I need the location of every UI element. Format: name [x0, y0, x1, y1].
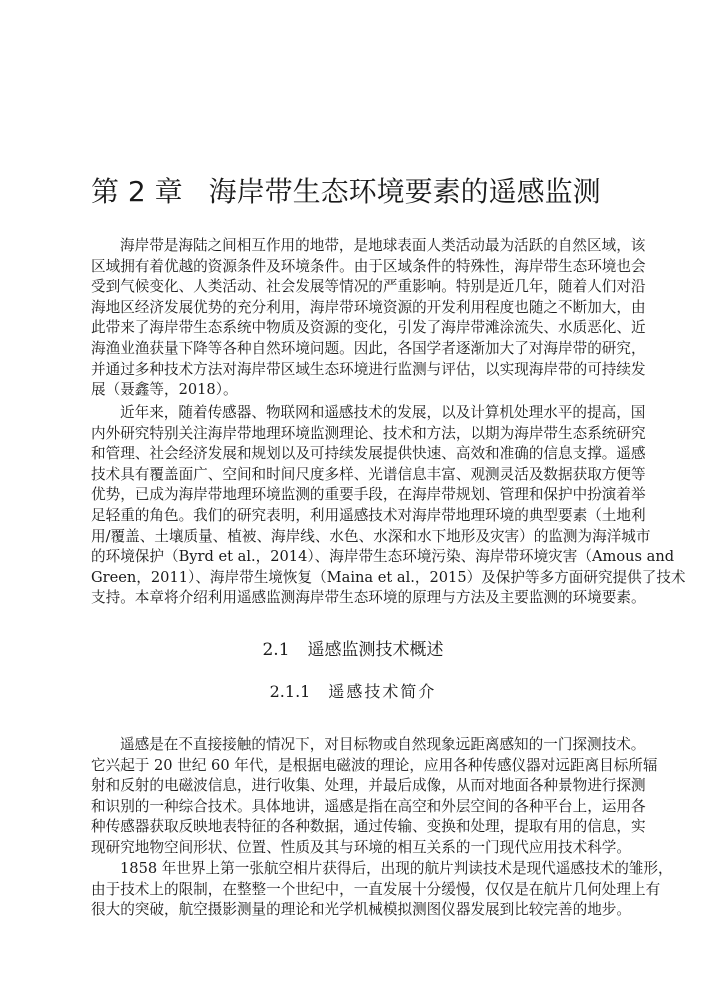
text-line: 足轻重的角色。我们的研究表明，利用遥感技术对海岸带地理环境的典型要素（土地利 [91, 506, 646, 524]
text-line: 它兴起于 20 世纪 60 年代，是根据电磁波的理论，应用各种传感仪器对远距离目标所辐 [91, 756, 658, 774]
text-line: 此带来了海岸带生态系统中物质及资源的变化，引发了海岸带滩涂流失、水质恶化、近 [91, 319, 646, 337]
paragraph-intro [91, 236, 646, 401]
text-line: 区域拥有着优越的资源条件及环境条件。由于区域条件的特殊性，海岸带生态环境也会 [91, 257, 646, 275]
chapter-title-text: 海岸带生态环境要素的遥感监测 [208, 175, 601, 208]
text-line: 用/覆盖、土壤质量、植被、海岸线、水色、水深和水下地形及灾害）的监测为海洋城市 [91, 527, 651, 545]
text-line: 近年来，随着传感器、物联网和遥感技术的发展，以及计算机处理水平的提高，国 [120, 404, 646, 421]
text-line: 海岸带是海陆之间相互作用的地带，是地球表面人类活动最为活跃的自然区域，该 [120, 237, 646, 254]
text-line: 支持。本章将介绍利用遥感监测海岸带生态环境的原理与方法及主要监测的环境要素。 [91, 589, 646, 607]
paragraph-remote-sensing-definition [91, 735, 658, 859]
text-line: 并通过多种技术方法对海岸带区域生态环境进行监测与评估，以实现海岸带的可持续发 [91, 360, 646, 378]
text-line: 很大的突破，航空摄影测量的理论和光学机械模拟测图仪器发展到比较完善的地步。 [91, 901, 631, 919]
text-line: 海渔业渔获量下降等各种自然环境问题。因此，各国学者逐渐加大了对海岸带的研究， [91, 339, 646, 357]
text-line: 受到气候变化、人类活动、社会发展等情况的严重影响。特别是近几年，随着人们对沿 [91, 278, 646, 296]
text-line: 展（聂鑫等，2018）。 [91, 381, 238, 399]
text-line: 技术具有覆盖面广、空间和时间尺度多样、光谱信息丰富、观测灵活及数据获取方便等 [91, 465, 646, 483]
paragraph-recent-research [91, 403, 686, 609]
text-line: 优势，已成为海岸带地理环境监测的重要手段，在海岸带规划、管理和保护中扮演着举 [91, 486, 646, 504]
text-line: 由于技术上的限制，在整整一个世纪中，一直发展十分缓慢，仅仅是在航片几何处理上有 [91, 880, 661, 898]
chapter-number: 第 2 章 [91, 175, 183, 208]
text-line: 的环境保护（Byrd et al.，2014）、海岸带生态环境污染、海岸带环境灾害（Amous and [91, 548, 675, 566]
section-number: 2.1 [262, 640, 290, 660]
text-line: 海地区经济发展优势的充分利用，海岸带环境资源的开发利用程度也随之不断加大，由 [91, 298, 646, 316]
text-line: Green，2011）、海岸带生境恢复（Maina et al.，2015）及保护等多方面研究提供了技术 [91, 568, 686, 586]
text-line: 现研究地物空间形状、位置、性质及其与环境的相互关系的一门现代应用技术科学。 [91, 838, 631, 856]
text-line: 射和反射的电磁波信息，进行收集、处理，并最后成像，从而对地面各种景物进行探测 [91, 777, 646, 795]
text-line: 遥感是在不直接接触的情况下，对目标物或自然现象远距离感知的一门探测技术。 [120, 736, 646, 753]
subsection-heading [0, 681, 706, 703]
text-line: 1858 年世界上第一张航空相片获得后，出现的航片判读技术是现代遥感技术的雏形， [120, 860, 673, 877]
section-title: 遥感监测技术概述 [307, 640, 444, 660]
chapter-title [91, 170, 621, 210]
subsection-title: 遥感技术简介 [328, 682, 437, 701]
text-line: 和管理、社会经济发展和规划以及可持续发展提供快速、高效和准确的信息支撑。遥感 [91, 445, 646, 463]
text-line: 和识别的一种综合技术。具体地讲，遥感是指在高空和外层空间的各种平台上，运用各 [91, 797, 646, 815]
paragraph-history [91, 859, 673, 921]
text-line: 种传感器获取反映地表特征的各种数据，通过传输、变换和处理，提取有用的信息，实 [91, 818, 646, 836]
subsection-number: 2.1.1 [269, 682, 311, 701]
text-line: 内外研究特别关注海岸带地理环境监测理论、技术和方法，以期为海岸带生态系统研究 [91, 424, 646, 442]
section-heading [0, 639, 706, 661]
